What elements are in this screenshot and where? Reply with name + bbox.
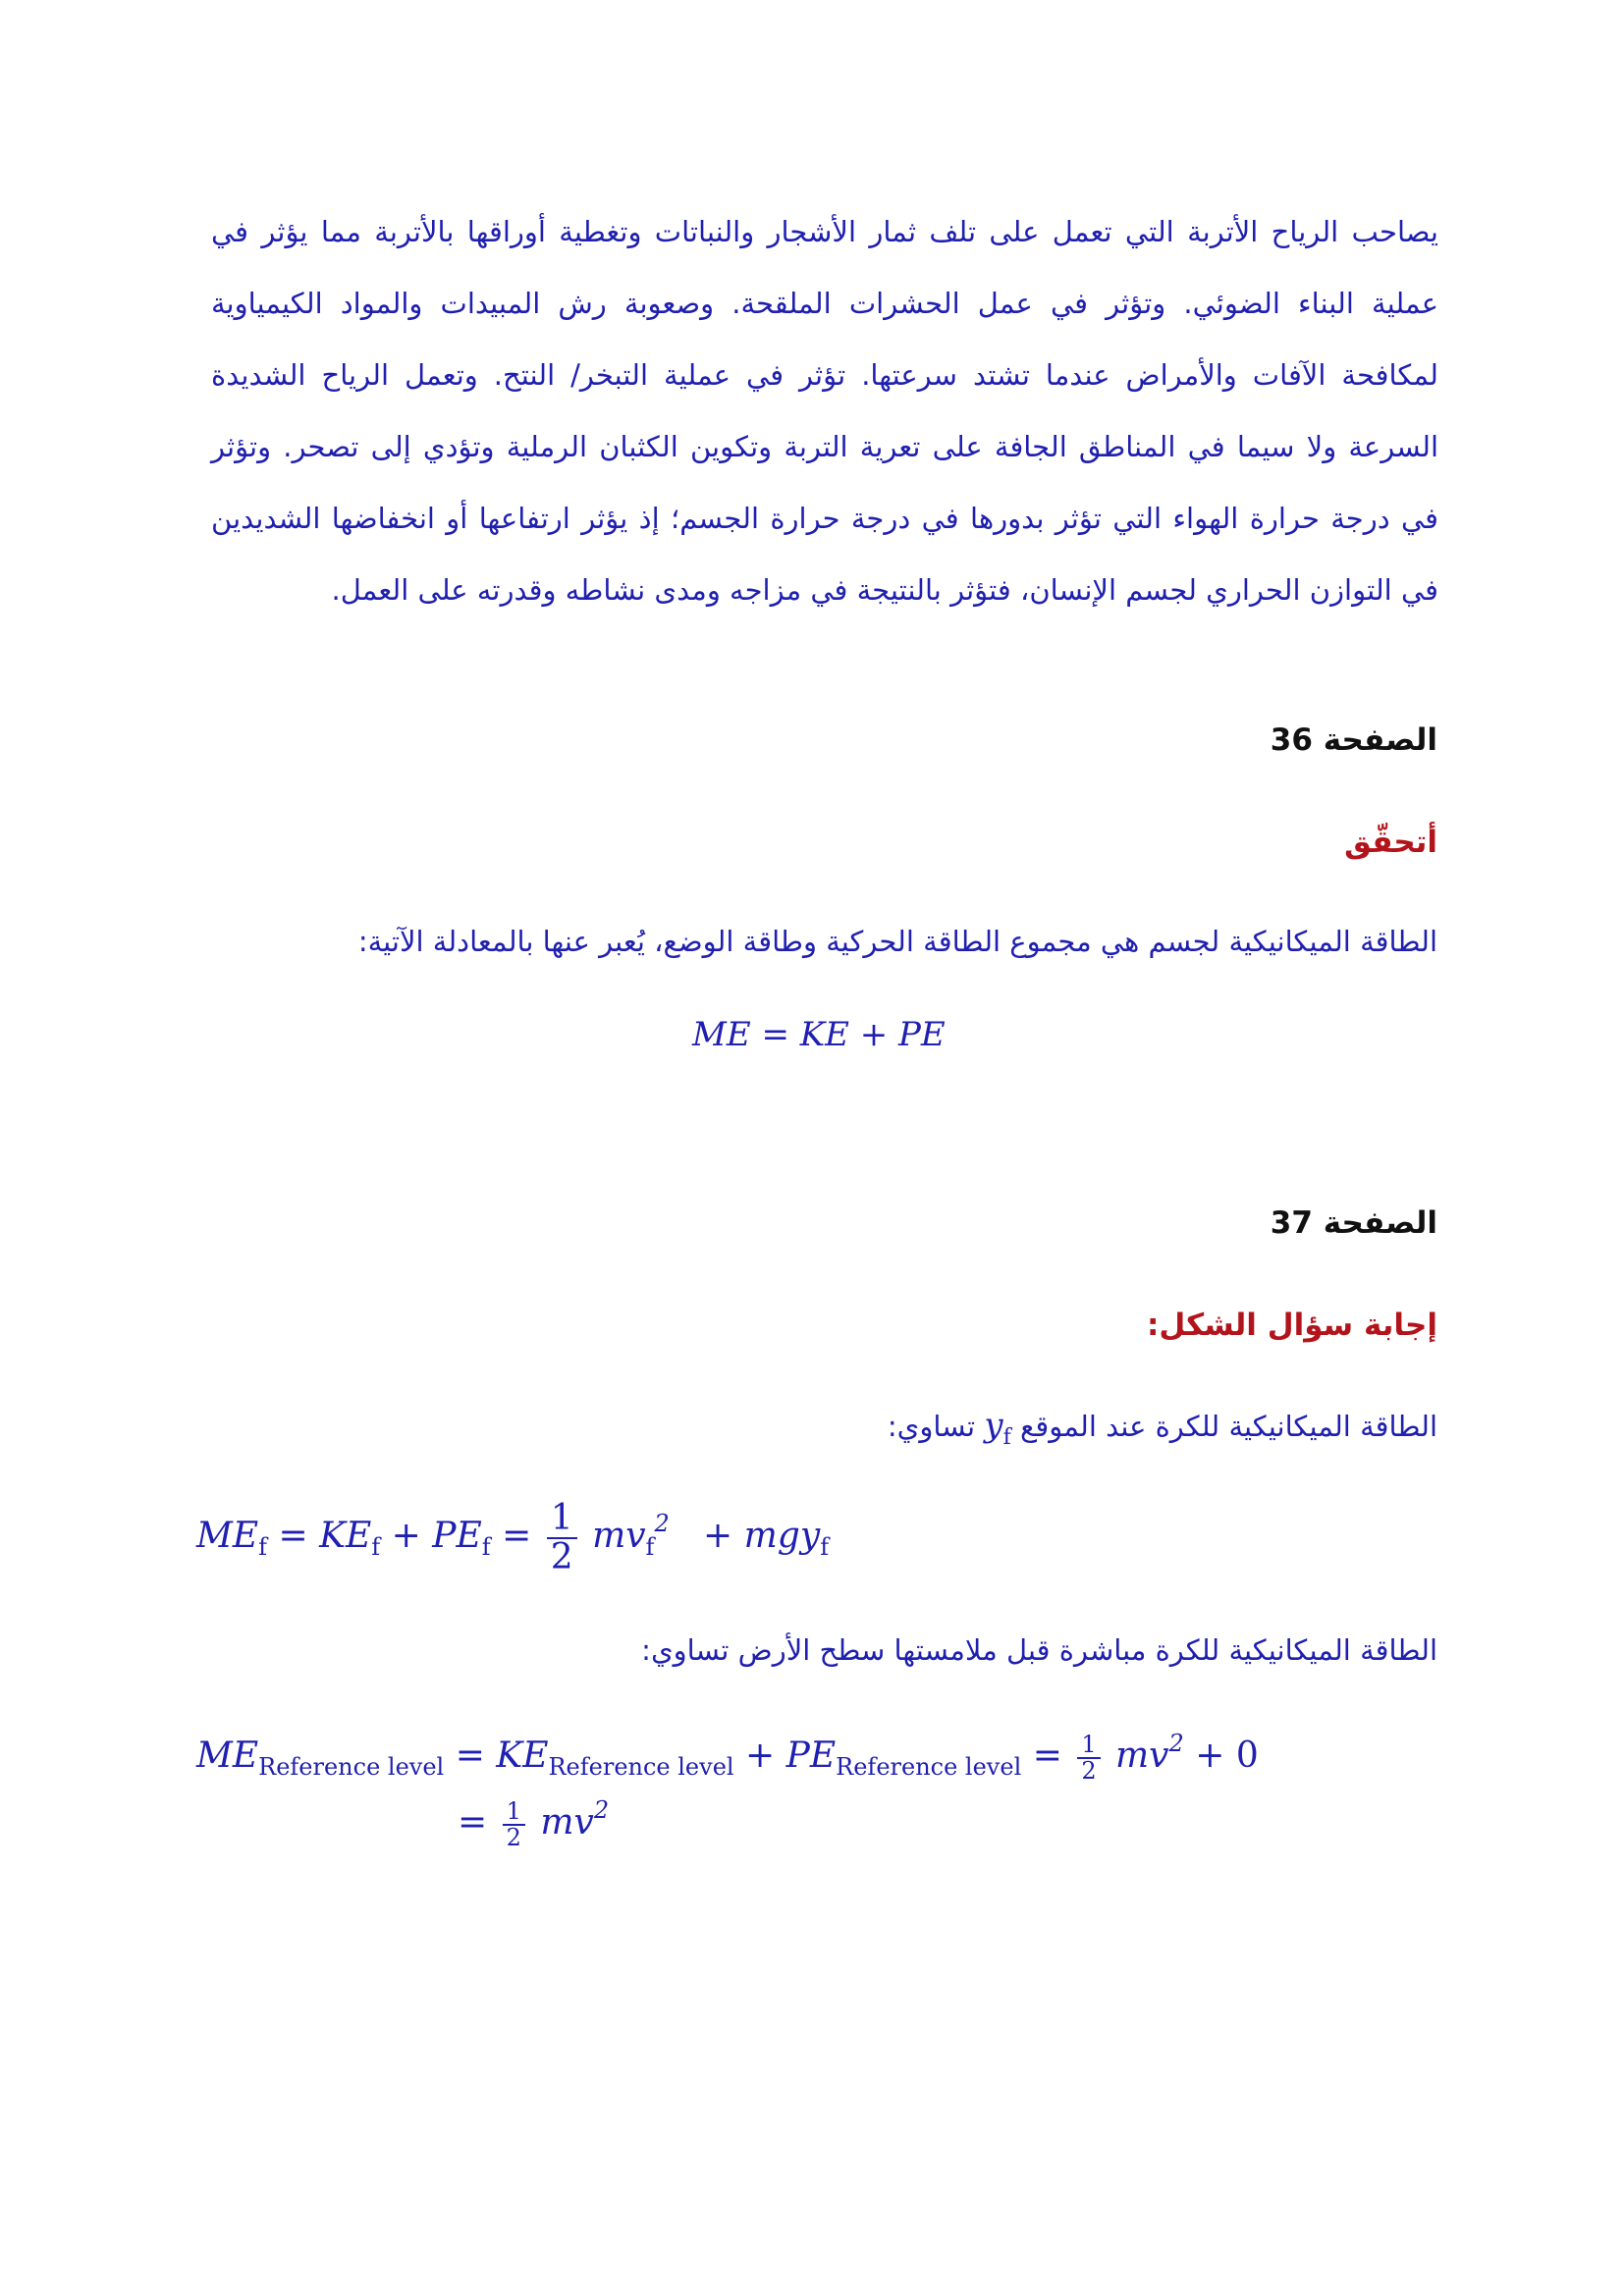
eq1-pe: PE [432,1515,482,1556]
eq1-v-sub: f [645,1532,655,1561]
ball-energy-at-position-text [888,1406,1437,1450]
eq3-pow: 2 [593,1796,610,1824]
eq2-frac-num: 1 [1077,1733,1100,1759]
eq3-frac-num: 1 [503,1799,525,1826]
equation-me-ke-pe: ME = KE + PE [692,1015,946,1054]
eq1-frac-num: 1 [547,1500,577,1539]
eq3-fraction [503,1796,525,1851]
eq2-ke: KE [496,1735,549,1776]
text1-after: تساوي: [887,1410,976,1443]
eq2-fraction [1077,1730,1100,1785]
eq2-pow: 2 [1168,1730,1184,1757]
equation-me-reference: $ME_{Reference level} = KE_{Reference level} + PE_{Reference level}$ = $\frac{1}{2}$ $mv^2 + 0$ [196,1730,1259,1785]
eq1-mv: mv [592,1515,646,1556]
eq2-pe: PE [785,1735,837,1776]
equation-me-reference-result: = $\frac{1}{2}$ $mv^2$ [458,1796,610,1851]
eq1-frac-den: 2 [550,1536,573,1577]
eq1-fraction [547,1500,577,1576]
eq2-frac-den: 2 [1081,1757,1097,1785]
intro-paragraph: يصاحب الرياح الأتربة التي تعمل على تلف ثمار الأشجار والنباتات وتغطية أوراقها بالأتربة مما يؤثر في عملية البناء الضوئي. وتؤثر في عمل الحشرات الملقحة. وصعوبة رش المبيدات والمواد الكيمياوية لمكافحة الآفات والأمراض عندما تشتد سرعتها. تؤثر في عملية التبخر/ النتح. وتعمل الرياح الشديدة السرعة ولا سيما في المناطق الجافة على تعرية التربة وتكوين الكثبان الرملية وتؤدي إلى تصحر. وتؤثر في درجة حرارة الهواء التي تؤثر بدورها في درجة حرارة الجسم؛ إذ يؤثر ارتفاعها أو انخفاضها الشديدين في التوازن الحراري لجسم الإنسان، فتؤثر بالنتيجة في مزاجه ومدى نشاطه وقدرته على العمل. [211,215,1438,607]
eq1-mgy: mgy [743,1515,821,1556]
eq2-tail: + 0 [1195,1735,1259,1776]
text1-before: الطاقة الميكانيكية للكرة عند الموقع [1019,1410,1437,1443]
eq2-pe-sub: Reference level [836,1753,1022,1781]
eq3-frac-den: 2 [506,1824,521,1851]
page-37-label: الصفحة 37 [1270,1205,1437,1241]
check-title: أتحقّق [1344,825,1437,860]
eq2-ke-sub: Reference level [548,1753,734,1781]
eq1-ke: KE [319,1515,372,1556]
var-y-sub: f [1002,1424,1011,1450]
answer-title: إجابة سؤال الشكل: [1147,1308,1437,1343]
eq1-pe-sub: f [481,1532,491,1561]
var-y: y [984,1406,1003,1445]
equation-me-final: $ME_f = KE_f + PE_f$ = $\frac{1}{2}$ $mv_f^2 + mgy_f$ [196,1498,830,1577]
page-36-label: الصفحة 36 [1270,722,1437,758]
eq3-mv: mv [540,1802,594,1842]
eq1-lhs-sub: f [258,1532,268,1561]
eq1-ke-sub: f [371,1532,381,1561]
eq2-lhs: ME [196,1735,259,1776]
ball-energy-before-ground-text: الطاقة الميكانيكية للكرة مباشرة قبل ملامستها سطح الأرض تساوي: [641,1633,1437,1667]
eq1-lhs: ME [196,1515,259,1556]
eq2-mv: mv [1115,1735,1169,1776]
position-variable [984,1406,1010,1450]
eq1-pow: 2 [654,1509,670,1537]
mechanical-energy-definition: الطاقة الميكانيكية لجسم هي مجموع الطاقة الحركية وطاقة الوضع، يُعبر عنها بالمعادلة الآتية: [357,925,1437,958]
eq2-lhs-sub: Reference level [258,1753,445,1781]
eq1-y-sub: f [820,1532,830,1561]
